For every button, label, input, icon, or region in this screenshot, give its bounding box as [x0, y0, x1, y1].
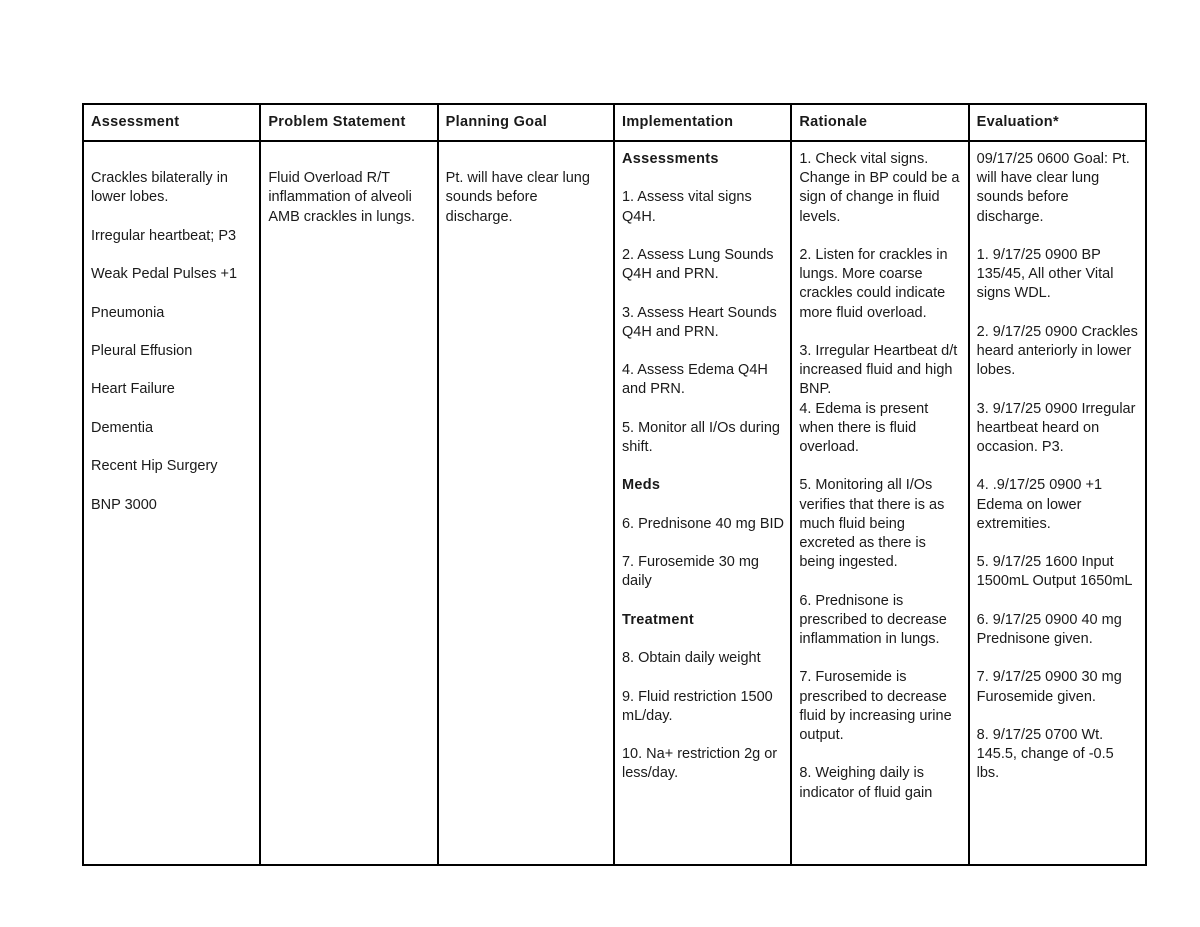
rationale-item: 8. Weighing daily is indicator of fluid gain: [799, 765, 933, 801]
header-planning-goal: Planning Goal: [438, 104, 614, 141]
implementation-item: 3. Assess Heart Sounds Q4H and PRN.: [621, 304, 777, 340]
header-rationale: Rationale: [791, 104, 968, 141]
planning-goal-cell: [438, 141, 614, 865]
evaluation-item: 09/17/25 0600 Goal: Pt. will have clear lung sounds before discharge.: [976, 151, 1130, 225]
evaluation-item: 5. 9/17/25 1600 Input 1500mL Output 1650mL: [976, 554, 1133, 590]
evaluation-item: 7. 9/17/25 0900 30 mg Furosemide given.: [976, 669, 1122, 705]
implementation-treatment-heading: Treatment: [621, 611, 694, 628]
nursing-care-plan-table: [82, 103, 1147, 866]
rationale-item: 1. Check vital signs. Change in BP could be a sign of change in fluid levels.: [799, 151, 960, 225]
assessment-item: Weak Pedal Pulses +1: [91, 266, 238, 283]
implementation-assessments-heading: Assessments: [621, 151, 719, 167]
assessment-item: Pneumonia: [91, 304, 165, 321]
evaluation-item: 1. 9/17/25 0900 BP 135/45, All other Vital signs WDL.: [976, 247, 1114, 302]
assessment-item: Crackles bilaterally in lower lobes.: [91, 170, 228, 206]
header-row: [83, 104, 1146, 141]
evaluation-item: 6. 9/17/25 0900 40 mg Prednisone given.: [976, 611, 1122, 647]
rationale-item: 6. Prednisone is prescribed to decrease inflammation in lungs.: [799, 592, 947, 648]
header-assessment: Assessment: [83, 104, 260, 141]
implementation-item: 2. Assess Lung Sounds Q4H and PRN.: [621, 246, 774, 283]
implementation-item: 6. Prednisone 40 mg BID: [621, 515, 784, 532]
assessment-item: Dementia: [91, 419, 154, 436]
implementation-meds-heading: Meds: [621, 477, 661, 494]
evaluation-item: 4. .9/17/25 0900 +1 Edema on lower extremities.: [976, 477, 1103, 532]
implementation-item: 9. Fluid restriction 1500 mL/day.: [621, 688, 773, 724]
implementation-item: 4. Assess Edema Q4H and PRN.: [621, 362, 768, 398]
evaluation-item: 3. 9/17/25 0900 Irregular heartbeat heard on occasion. P3.: [976, 400, 1136, 455]
assessment-item: Recent Hip Surgery: [91, 458, 218, 475]
implementation-item: 8. Obtain daily weight: [621, 650, 761, 667]
problem-statement-cell: [260, 141, 437, 865]
content-row: [83, 141, 1146, 865]
implementation-item: 1. Assess vital signs Q4H.: [621, 189, 752, 225]
assessment-item: Pleural Effusion: [91, 342, 193, 359]
rationale-item: 7. Furosemide is prescribed to decrease fluid by increasing urine output.: [799, 669, 952, 744]
problem-statement-text: Fluid Overload R/T inflammation of alveoli AMB crackles in lungs.: [268, 170, 415, 225]
rationale-item: 5. Monitoring all I/Os verifies that there is as much fluid being excreted as there is being ingested.: [799, 477, 945, 571]
evaluation-item: 8. 9/17/25 0700 Wt. 145.5, change of -0.5 lbs.: [976, 726, 1114, 782]
evaluation-cell: [969, 141, 1146, 865]
planning-goal-text: Pt. will have clear lung sounds before discharge.: [445, 170, 590, 225]
implementation-item: 5. Monitor all I/Os during shift.: [621, 419, 780, 455]
header-evaluation: Evaluation*: [969, 104, 1146, 141]
implementation-cell: [614, 141, 791, 865]
assessment-item: Irregular heartbeat; P3: [91, 227, 237, 244]
rationale-item: 4. Edema is present when there is fluid overload.: [799, 400, 929, 456]
assessment-cell: [83, 141, 260, 865]
evaluation-item: 2. 9/17/25 0900 Crackles heard anteriorly in lower lobes.: [976, 323, 1138, 379]
implementation-item: 10. Na+ restriction 2g or less/day.: [621, 746, 778, 782]
assessment-item: Heart Failure: [91, 381, 175, 398]
header-problem-statement: Problem Statement: [260, 104, 437, 141]
implementation-item: 7. Furosemide 30 mg daily: [621, 554, 759, 590]
assessment-item: BNP 3000: [91, 496, 157, 513]
rationale-item: 3. Irregular Heartbeat d/t increased fluid and high BNP.: [799, 343, 958, 398]
rationale-item: 2. Listen for crackles in lungs. More coarse crackles could indicate more fluid overload.: [799, 247, 948, 321]
header-implementation: Implementation: [614, 104, 791, 141]
rationale-cell: [791, 141, 968, 865]
